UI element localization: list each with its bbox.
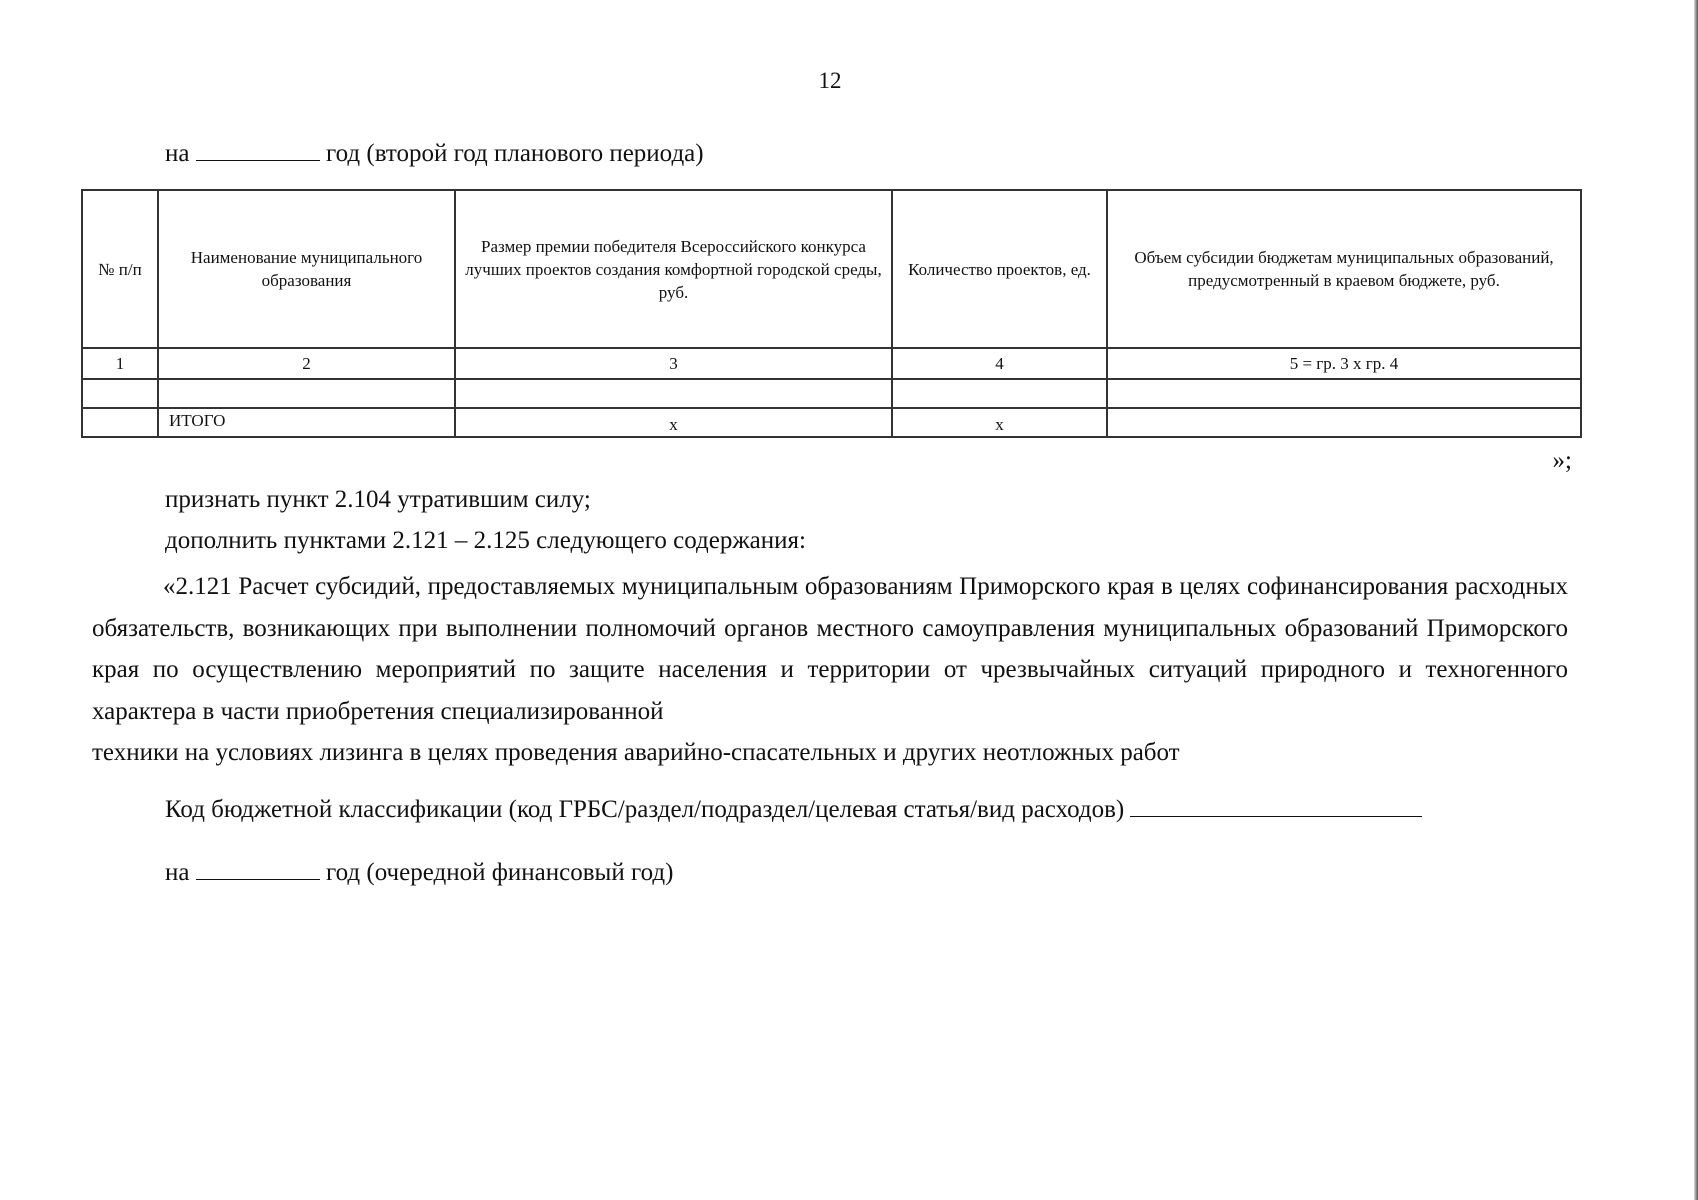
closing-quote: »;: [1552, 447, 1572, 474]
budget-code-label: Код бюджетной классификации (код ГРБС/раздел/подраздел/целевая статья/вид расходов): [165, 796, 1125, 823]
second-year-prefix: на: [165, 140, 190, 167]
subsidy-table: [81, 189, 1582, 438]
paragraph-repeal: признать пункт 2.104 утратившим силу;: [165, 486, 591, 513]
table-cell: [82, 408, 158, 437]
next-year-suffix: год (очередной финансовый год): [325, 859, 674, 886]
table-cell: [82, 379, 158, 408]
column-number-row: [82, 348, 1581, 379]
subsidy-table-wrap: [81, 189, 1580, 438]
total-col3: х: [455, 408, 892, 437]
column-number: 2: [158, 348, 455, 379]
table-cell: [455, 379, 892, 408]
page-number: 12: [818, 68, 842, 93]
second-year-suffix: год (второй год планового периода): [325, 140, 704, 167]
table-cell: [1107, 408, 1581, 437]
second-year-line: [165, 140, 704, 168]
total-col4: х: [892, 408, 1107, 437]
scan-edge: [1694, 0, 1698, 1200]
header-number: № п/п: [82, 190, 158, 348]
table-cell: [1107, 379, 1581, 408]
column-number: 5 = гр. 3 х гр. 4: [1107, 348, 1581, 379]
next-year-line: [165, 859, 673, 887]
next-year-prefix: на: [165, 859, 190, 886]
paragraph-calculation-end: техники на условиях лизинга в целях проведения аварийно-спасательных и других неотложных работ: [92, 739, 1180, 766]
table-cell: [158, 379, 455, 408]
total-label: ИТОГО: [158, 408, 455, 437]
header-row: [82, 190, 1581, 348]
header-project-count: Количество проектов, ед.: [892, 190, 1107, 348]
year-blank: [196, 859, 320, 880]
budget-code-line: [165, 796, 1422, 824]
paragraph-supplement: дополнить пунктами 2.121 – 2.125 следующего содержания:: [165, 527, 806, 554]
header-municipality: Наименование муниципального образования: [158, 190, 455, 348]
column-number: 1: [82, 348, 158, 379]
header-subsidy-volume: Объем субсидии бюджетам муниципальных образований, предусмотренный в краевом бюджете, руб.: [1107, 190, 1581, 348]
column-number: 3: [455, 348, 892, 379]
budget-code-blank: [1130, 796, 1422, 817]
column-number: 4: [892, 348, 1107, 379]
table-row: [82, 379, 1581, 408]
table-cell: [892, 379, 1107, 408]
total-row: [82, 408, 1581, 437]
header-prize-amount: Размер премии победителя Всероссийского конкурса лучших проектов создания комфортной городской среды, руб.: [455, 190, 892, 348]
year-blank: [196, 140, 320, 161]
paragraph-calculation: «2.121 Расчет субсидий, предоставляемых муниципальным образованиям Приморского края в целях софинансирования расходных обязательств, возникающих при выполнении полномочий органов местного самоуправления муниципальных образований Приморского края по осуществлению мероприятий по защите населения и территории от чрезвычайных ситуаций природного и техногенного характера в части приобретения специализированной: [92, 573, 1568, 725]
